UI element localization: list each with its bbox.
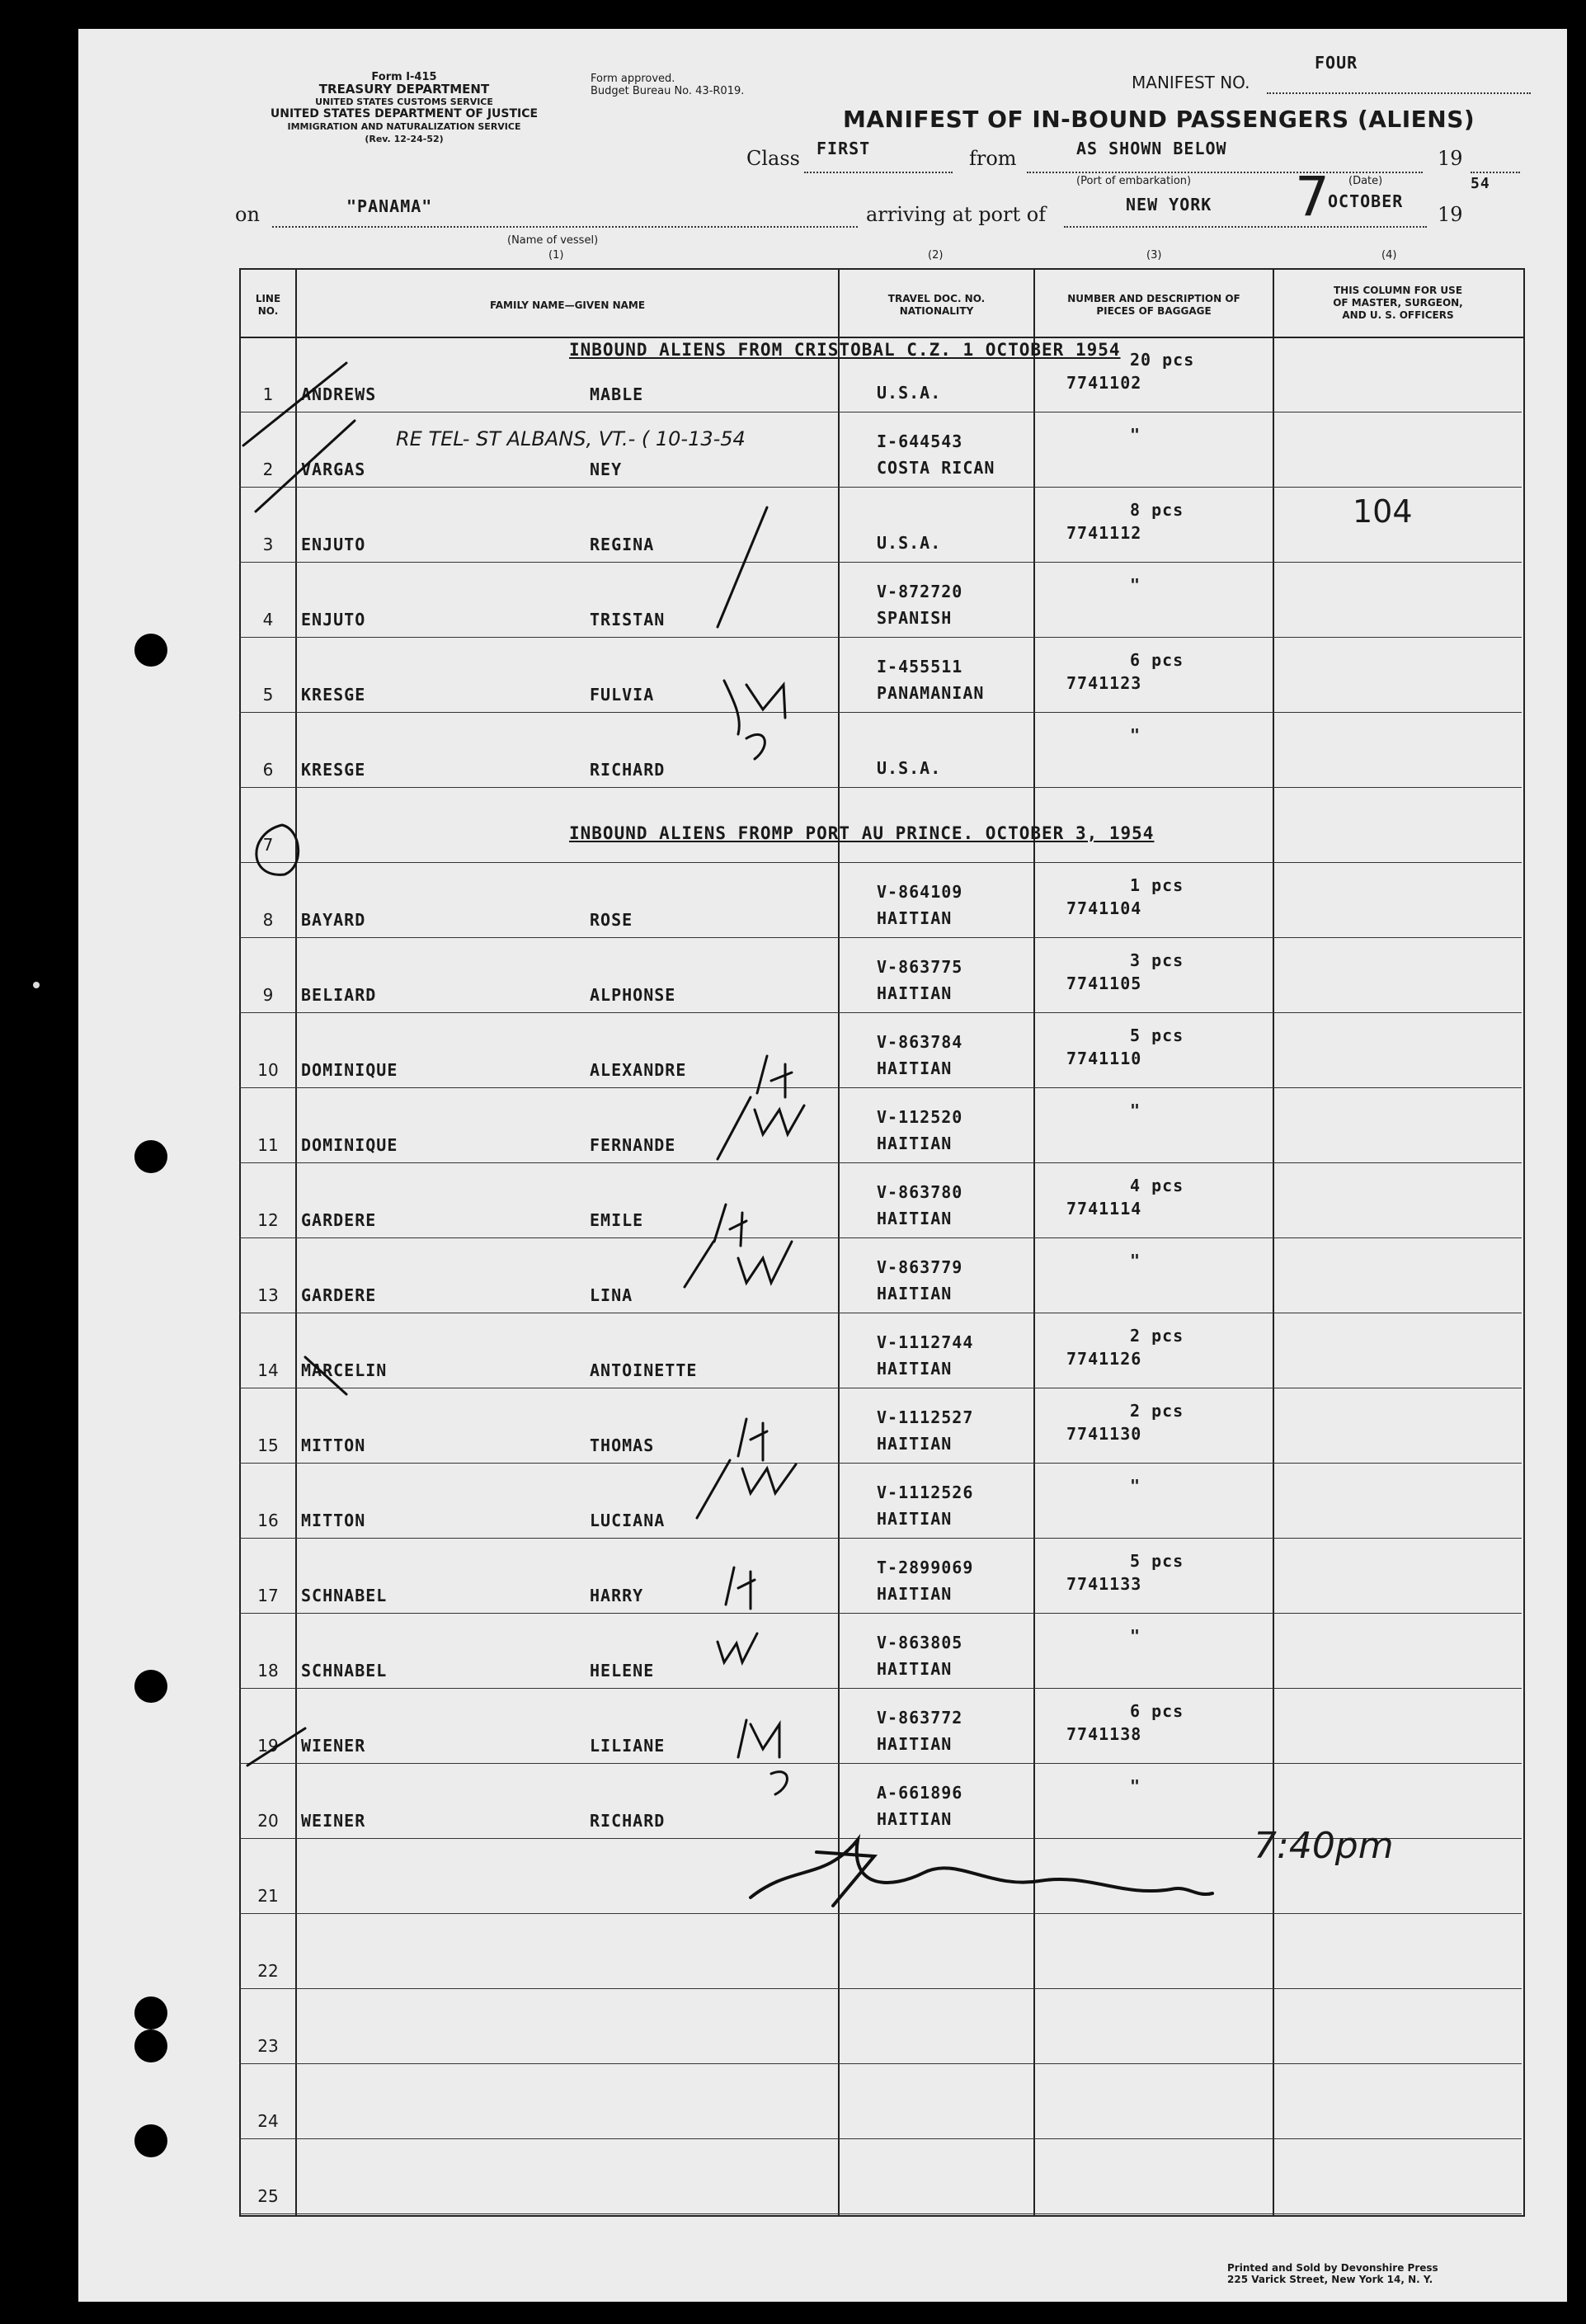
form-number: Form I-415 (371, 71, 437, 83)
manifest-no-label: MANIFEST NO. (1132, 73, 1250, 92)
nationality: U.S.A. (877, 758, 942, 778)
family-name: DOMINIQUE (301, 1060, 398, 1080)
nationality: HAITIAN (877, 1434, 953, 1454)
given-name: RICHARD (590, 1811, 666, 1831)
form-revision: (Rev. 12-24-52) (365, 134, 444, 144)
check-mark (685, 1242, 713, 1287)
family-name: MITTON (301, 1435, 366, 1455)
year-prefix-2: 19 (1438, 203, 1463, 226)
initials-9 (746, 734, 765, 759)
line-number: 6 (262, 760, 274, 780)
family-name: WIENER (301, 1736, 366, 1756)
baggage-count: 5 pcs (1130, 1551, 1184, 1571)
treasury-department: TREASURY DEPARTMENT (318, 82, 490, 97)
col-2-label: (2) (928, 249, 944, 262)
nationality: COSTA RICAN (877, 458, 995, 478)
budget-bureau: Budget Bureau No. 43-R019. (591, 85, 745, 97)
given-name: ALPHONSE (590, 985, 676, 1005)
family-name: MITTON (301, 1511, 366, 1530)
arrival-port: NEW YORK (1126, 195, 1212, 214)
baggage-number: 7741130 (1066, 1424, 1142, 1444)
line-number: 13 (257, 1285, 279, 1305)
nationality: U.S.A. (877, 533, 942, 553)
family-name: GARDERE (301, 1210, 377, 1230)
baggage-count: 6 pcs (1130, 650, 1184, 670)
header-officers: THIS COLUMN FOR USE OF MASTER, SURGEON, AND U. S. OFFICERS (1333, 285, 1463, 321)
baggage-number: 7741112 (1066, 523, 1142, 543)
travel-doc-number: V-1112744 (877, 1332, 974, 1352)
check-mark (697, 1460, 730, 1518)
printer-line-2: 225 Varick Street, New York 14, N. Y. (1227, 2274, 1433, 2285)
baggage-number: 7741138 (1066, 1724, 1142, 1744)
given-name: NEY (590, 460, 623, 479)
vessel-name: "PANAMA" (346, 196, 433, 216)
form-approved: Form approved. (591, 73, 675, 85)
family-name: SCHNABEL (301, 1586, 388, 1605)
check-mark (256, 421, 355, 511)
baggage-count: 1 pcs (1130, 875, 1184, 895)
nationality: HAITIAN (877, 1359, 953, 1379)
check-mark (247, 1728, 305, 1765)
initials-h (714, 1204, 746, 1246)
nationality: HAITIAN (877, 1584, 953, 1604)
line-number: 15 (257, 1435, 279, 1455)
given-name: ALEXANDRE (590, 1060, 687, 1080)
line-number: 22 (257, 1961, 279, 1981)
given-name: MABLE (590, 384, 644, 404)
line-mark (305, 1357, 346, 1394)
nationality: HAITIAN (877, 1809, 953, 1829)
nationality: HAITIAN (877, 908, 953, 928)
baggage-count: 2 pcs (1130, 1326, 1184, 1346)
check-mark (718, 507, 767, 627)
travel-doc-number: V-1112527 (877, 1407, 974, 1427)
line-number: 17 (257, 1586, 279, 1605)
circle-mark (256, 825, 299, 874)
travel-doc-number: V-864109 (877, 882, 963, 902)
family-name: SCHNABEL (301, 1661, 388, 1681)
baggage-count: 5 pcs (1130, 1025, 1184, 1045)
baggage-count: 8 pcs (1130, 500, 1184, 520)
line-number: 3 (262, 535, 274, 554)
baggage-number: 7741133 (1066, 1574, 1142, 1594)
class-label: Class (746, 147, 800, 170)
customs-service: UNITED STATES CUSTOMS SERVICE (315, 97, 493, 107)
family-name: ANDREWS (301, 384, 377, 404)
signature (751, 1840, 1212, 1897)
baggage-number: 7741123 (1066, 673, 1142, 693)
baggage-number: 7741114 (1066, 1199, 1142, 1219)
baggage-count: " (1130, 1251, 1141, 1270)
time-note: 7:40pm (1254, 1825, 1394, 1867)
from-value: AS SHOWN BELOW (1076, 139, 1227, 158)
baggage-count: 4 pcs (1130, 1176, 1184, 1195)
justice-department: UNITED STATES DEPARTMENT OF JUSTICE (270, 107, 539, 120)
line-number: 5 (262, 685, 274, 705)
telegram-note: RE TEL- ST ALBANS, VT.- ( 10-13-54 (396, 427, 746, 450)
line-number: 14 (257, 1360, 279, 1380)
given-name: THOMAS (590, 1435, 655, 1455)
arrival-month: OCTOBER (1328, 191, 1404, 211)
baggage-number: 7741102 (1066, 373, 1142, 393)
baggage-number: 7741104 (1066, 898, 1142, 918)
nationality: HAITIAN (877, 1284, 953, 1303)
baggage-number: 7741105 (1066, 973, 1142, 993)
section-heading-port-au-prince: INBOUND ALIENS FROMP PORT AU PRINCE. OCTOBER 3, 1954 (569, 823, 1155, 843)
manifest-title: MANIFEST OF IN-BOUND PASSENGERS (ALIENS) (843, 106, 1475, 133)
signature (817, 1852, 874, 1906)
vessel-caption: (Name of vessel) (507, 234, 599, 247)
baggage-count: " (1130, 1101, 1141, 1120)
nationality: HAITIAN (877, 1734, 953, 1754)
family-name: KRESGE (301, 760, 366, 780)
given-name: LILIANE (590, 1736, 666, 1756)
travel-doc-number: V-112520 (877, 1107, 963, 1127)
line-number: 19 (257, 1736, 279, 1756)
line-number: 7 (262, 835, 274, 855)
line-number: 24 (257, 2111, 279, 2131)
given-name: RICHARD (590, 760, 666, 780)
nationality: HAITIAN (877, 1134, 953, 1153)
travel-doc-number: V-863775 (877, 957, 963, 977)
baggage-count: " (1130, 425, 1141, 445)
nationality: HAITIAN (877, 1209, 953, 1228)
printer-line-1: Printed and Sold by Devonshire Press (1227, 2262, 1438, 2274)
given-name: HARRY (590, 1586, 644, 1605)
initials-h (757, 1056, 792, 1097)
section-heading-cristobal: INBOUND ALIENS FROM CRISTOBAL C.Z. 1 OCTOBER 1954 (569, 340, 1121, 360)
given-name: FERNANDE (590, 1135, 676, 1155)
on-label: on (235, 203, 260, 226)
travel-doc-number: I-644543 (877, 431, 963, 451)
initials-m (724, 681, 739, 734)
class-value: FIRST (817, 139, 871, 158)
manifest-no-value: FOUR (1315, 53, 1358, 73)
family-name: ENJUTO (301, 535, 366, 554)
given-name: ROSE (590, 910, 633, 930)
travel-doc-number: V-863780 (877, 1182, 963, 1202)
travel-doc-number: A-661896 (877, 1783, 963, 1803)
initials-w (718, 1633, 757, 1662)
family-name: WEINER (301, 1811, 366, 1831)
line-number: 20 (257, 1811, 279, 1831)
family-name: KRESGE (301, 685, 366, 705)
travel-doc-number: V-863772 (877, 1708, 963, 1728)
given-name: LUCIANA (590, 1511, 666, 1530)
family-name: MARCELIN (301, 1360, 388, 1380)
travel-doc-number: V-863784 (877, 1032, 963, 1052)
family-name: ENJUTO (301, 610, 366, 629)
initials-w (755, 1105, 804, 1134)
line-number: 2 (262, 460, 274, 479)
port-embarkation-caption: (Port of embarkation) (1076, 175, 1192, 187)
line-number: 23 (257, 2036, 279, 2056)
baggage-count: " (1130, 1626, 1141, 1646)
baggage-count: 2 pcs (1130, 1401, 1184, 1421)
baggage-count: " (1130, 725, 1141, 745)
initials-m (738, 1720, 779, 1757)
date-caption: (Date) (1348, 175, 1383, 187)
initials-w (738, 1242, 792, 1283)
initials-m (746, 685, 785, 718)
initials-h (738, 1419, 767, 1460)
given-name: LINA (590, 1285, 633, 1305)
given-name: FULVIA (590, 685, 655, 705)
header-family-name: FAMILY NAME—GIVEN NAME (489, 299, 646, 311)
arriving-label: arriving at port of (866, 203, 1047, 226)
nationality: HAITIAN (877, 983, 953, 1003)
given-name: REGINA (590, 535, 655, 554)
nationality: U.S.A. (877, 383, 942, 403)
given-name: HELENE (590, 1661, 655, 1681)
baggage-number: 7741126 (1066, 1349, 1142, 1369)
given-name: TRISTAN (590, 610, 666, 629)
baggage-count: " (1130, 1776, 1141, 1796)
travel-doc-number: I-455511 (877, 657, 963, 676)
arrival-day: 7 (1295, 165, 1330, 229)
nationality: HAITIAN (877, 1509, 953, 1529)
travel-doc-number: V-872720 (877, 582, 963, 601)
line-number: 1 (262, 384, 274, 404)
line-number: 21 (257, 1886, 279, 1906)
line-number: 10 (257, 1060, 279, 1080)
header-line-no: LINE NO. (255, 293, 281, 317)
header-travel-doc: TRAVEL DOC. NO. NATIONALITY (887, 293, 986, 317)
family-name: GARDERE (301, 1285, 377, 1305)
baggage-count: 3 pcs (1130, 950, 1184, 970)
header-baggage: NUMBER AND DESCRIPTION OF PIECES OF BAGGAGE (1067, 293, 1240, 317)
line-number: 18 (257, 1661, 279, 1681)
nationality: HAITIAN (877, 1058, 953, 1078)
initials-9 (771, 1772, 787, 1794)
family-name: VARGAS (301, 460, 366, 479)
from-label: from (969, 147, 1017, 170)
initials-h (726, 1567, 755, 1609)
initials-w (742, 1464, 796, 1493)
line-number: 16 (257, 1511, 279, 1530)
nationality: HAITIAN (877, 1659, 953, 1679)
baggage-count: 20 pcs (1130, 350, 1195, 370)
line-number: 8 (262, 910, 274, 930)
check-mark (718, 1097, 751, 1159)
line-number: 25 (257, 2186, 279, 2206)
col-4-label: (4) (1381, 249, 1397, 262)
line-number: 12 (257, 1210, 279, 1230)
baggage-count: " (1130, 1476, 1141, 1496)
line-number: 9 (262, 985, 274, 1005)
col-1-label: (1) (548, 249, 564, 262)
travel-doc-number: V-863805 (877, 1633, 963, 1652)
travel-doc-number: V-863779 (877, 1257, 963, 1277)
officer-count: 104 (1353, 493, 1413, 530)
baggage-number: 7741110 (1066, 1049, 1142, 1068)
family-name: BELIARD (301, 985, 377, 1005)
baggage-count: 6 pcs (1130, 1701, 1184, 1721)
printer-credit (1227, 2262, 1438, 2285)
given-name: EMILE (590, 1210, 644, 1230)
nationality: PANAMANIAN (877, 683, 985, 703)
year-prefix: 19 (1438, 147, 1463, 170)
line-number: 4 (262, 610, 274, 629)
family-name: DOMINIQUE (301, 1135, 398, 1155)
given-name: ANTOINETTE (590, 1360, 698, 1380)
baggage-count: " (1130, 575, 1141, 595)
family-name: BAYARD (301, 910, 366, 930)
travel-doc-number: V-1112526 (877, 1483, 974, 1502)
line-number: 11 (257, 1135, 279, 1155)
check-mark (243, 363, 346, 445)
nationality: SPANISH (877, 608, 953, 628)
ins: IMMIGRATION AND NATURALIZATION SERVICE (287, 121, 521, 132)
col-3-label: (3) (1146, 249, 1162, 262)
year-suffix: 54 (1471, 175, 1490, 192)
travel-doc-number: T-2899069 (877, 1558, 974, 1577)
